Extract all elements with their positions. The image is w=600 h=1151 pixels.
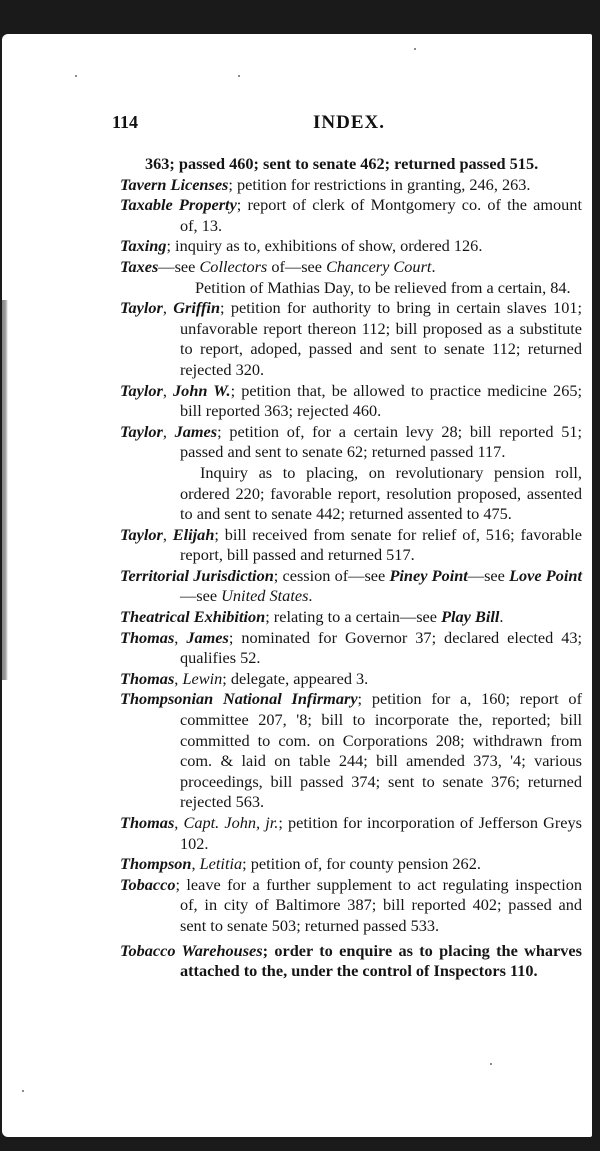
entry-heading: Thompsonian National Infirmary bbox=[120, 689, 358, 709]
index-entry bbox=[120, 257, 582, 278]
index-entry bbox=[120, 236, 582, 257]
entry-text: ; inquiry as to, exhibitions of show, ordered 126. bbox=[166, 236, 483, 256]
entry-text: ; delegate, appeared 3. bbox=[222, 668, 369, 688]
page-title: INDEX. bbox=[313, 112, 385, 133]
cross-reference: Piney Point bbox=[389, 565, 468, 585]
cross-reference: Chancery Court bbox=[326, 256, 432, 276]
entry-text: Inquiry as to placing, on revolutionary pension roll, ordered 220; favorable report, resolution proposed, assented to and sent to senate 442; returned assented to 475. bbox=[180, 462, 582, 524]
entry-heading-name: John W. bbox=[173, 380, 231, 400]
entry-text: of—see bbox=[267, 256, 327, 276]
page-gutter-shadow bbox=[2, 300, 8, 680]
entry-heading: Taxable Property bbox=[120, 195, 237, 215]
entry-heading: Taylor bbox=[120, 298, 163, 318]
entry-text: ; nominated for Governor 37; declared elected 43; qualifies 52. bbox=[180, 627, 583, 668]
entry-heading-name: James bbox=[174, 421, 218, 441]
index-entry: Taylor, John W.; petition that, be allowed to practice medicine 265; bill reported 363; rejected 460. bbox=[120, 380, 583, 421]
entry-text: ; petition for restrictions in granting, 246, 263. bbox=[228, 174, 531, 194]
entry-heading: Tobacco Warehouses bbox=[120, 940, 263, 960]
entry-heading: Tobacco bbox=[120, 874, 176, 894]
entry-text: ; petition for incorporation of Jefferson Greys 102. bbox=[180, 813, 582, 853]
index-entry: Taylor, Elijah; bill received from senate for relief of, 516; favorable report, bill passed and returned 517. bbox=[120, 524, 583, 565]
entry-text: Petition of Mathias Day, to be relieved from a certain, 84. bbox=[195, 277, 571, 297]
index-entry bbox=[120, 195, 582, 236]
index-entry bbox=[120, 566, 582, 607]
entry-heading: Taylor bbox=[120, 524, 163, 544]
entry-text: —see bbox=[180, 586, 222, 606]
entry-text: —see bbox=[467, 565, 510, 585]
index-subentry bbox=[120, 463, 582, 525]
entry-text: ; relating to a certain—see bbox=[265, 607, 442, 627]
index-entry bbox=[120, 607, 582, 628]
index-entry: Thomas, James; nominated for Governor 37; declared elected 43; qualifies 52. bbox=[120, 627, 583, 668]
entry-text: ; petition of, for county pension 262. bbox=[242, 854, 481, 874]
cross-reference: United States bbox=[221, 586, 309, 606]
scan-speck bbox=[490, 1063, 492, 1065]
index-subentry bbox=[120, 278, 582, 299]
entry-heading: Territorial Jurisdiction bbox=[120, 565, 274, 585]
entry-heading-name: Elijah bbox=[172, 524, 215, 544]
cross-reference: Collectors bbox=[199, 256, 268, 276]
index-entry: Thompson, Letitia; petition of, for county pension 262. bbox=[120, 854, 481, 874]
index-entry bbox=[120, 875, 582, 937]
index-entry-continuation bbox=[120, 154, 582, 175]
entry-text: —see bbox=[158, 256, 200, 276]
index-entry: Taylor, Griffin; petition for authority to bring in certain slaves 101; unfavorable report thereon 112; bill proposed as a substitute to report, adoped, passed and sent to senate 112; returned rejected 320. bbox=[120, 298, 582, 379]
entry-heading: Taxes bbox=[120, 256, 159, 276]
entry-heading: Taxing bbox=[120, 236, 167, 256]
index-entry: Thomas, Lewin; delegate, appeared 3. bbox=[120, 668, 369, 688]
entry-text: ; report of clerk of Montgomery co. of the amount of, 13. bbox=[180, 195, 582, 235]
index-entry bbox=[120, 175, 582, 196]
entry-heading: Thomas bbox=[120, 813, 175, 832]
entry-text: ; petition of, for a certain levy 28; bill reported 51; passed and sent to senate 62; returned passed 117. bbox=[180, 421, 582, 462]
cross-reference: Love Point bbox=[509, 565, 582, 585]
entry-text: ; petition for authority to bring in certain slaves 101; unfavorable report thereon 112; bill proposed as a substitute to report, adoped, passed and sent to senate 112; returned rejected 320. bbox=[180, 298, 582, 379]
entry-heading: Thomas bbox=[120, 668, 175, 688]
entry-heading-name: Griffin bbox=[173, 298, 221, 318]
scan-speck bbox=[22, 1090, 24, 1092]
entry-heading-name: Capt. John, jr. bbox=[183, 813, 279, 832]
scan-speck bbox=[75, 75, 77, 77]
entry-text: ; petition that, be allowed to practice medicine 265; bill reported 363; rejected 460. bbox=[180, 380, 583, 421]
cross-reference: Play Bill bbox=[441, 607, 500, 627]
entry-heading: Taylor bbox=[120, 380, 163, 400]
entry-heading: Thompson bbox=[120, 854, 192, 874]
entry-text: ; bill received from senate for relief of, 516; favorable report, bill passed and returned 517. bbox=[180, 524, 583, 565]
entry-text: . bbox=[499, 607, 504, 627]
entry-text: . bbox=[431, 256, 436, 276]
entry-text: 363; passed 460; sent to senate 462; returned passed 515. bbox=[145, 154, 539, 173]
index-entry bbox=[120, 689, 582, 813]
entry-heading-name: James bbox=[186, 627, 229, 647]
page-header bbox=[0, 112, 600, 138]
index-entry: Taylor, James; petition of, for a certain levy 28; bill reported 51; passed and sent to senate 62; returned passed 117. bbox=[120, 421, 582, 462]
entry-heading: Taylor bbox=[120, 421, 163, 441]
entry-text: . bbox=[308, 586, 313, 606]
entry-heading-name: Lewin bbox=[182, 668, 223, 688]
entry-text: ; leave for a further supplement to act regulating inspection of, in city of Baltimore 387; bill reported 402; passed and sent to senate 503; returned passed 533. bbox=[175, 874, 582, 935]
scan-speck bbox=[238, 75, 240, 77]
entry-text: ; petition for a, 160; report of committee 207, '8; bill to incorporate the, reported; bill committed to com. on Corporations 208; withdrawn from com. & laid on table 244; bill amended 373, '4; various proceedings, bill passed 374; sent to senate 376; returned rejected 563. bbox=[180, 689, 582, 812]
entry-text: ; cession of—see bbox=[273, 565, 390, 585]
index-body bbox=[120, 154, 582, 982]
entry-text: ; order to enquire as to placing the wharves attached to the, under the control of Inspectors 110. bbox=[180, 940, 582, 981]
entry-heading: Theatrical Exhibition bbox=[120, 607, 266, 627]
entry-heading: Tavern Licenses bbox=[120, 174, 229, 194]
entry-heading-name: Letitia bbox=[199, 854, 243, 874]
entry-heading: Thomas bbox=[120, 627, 175, 647]
scan-speck bbox=[414, 48, 416, 50]
page-number: 114 bbox=[112, 112, 139, 132]
index-entry: Thomas, Capt. John, jr.; petition for incorporation of Jefferson Greys 102. bbox=[120, 813, 582, 853]
index-entry bbox=[120, 941, 582, 982]
